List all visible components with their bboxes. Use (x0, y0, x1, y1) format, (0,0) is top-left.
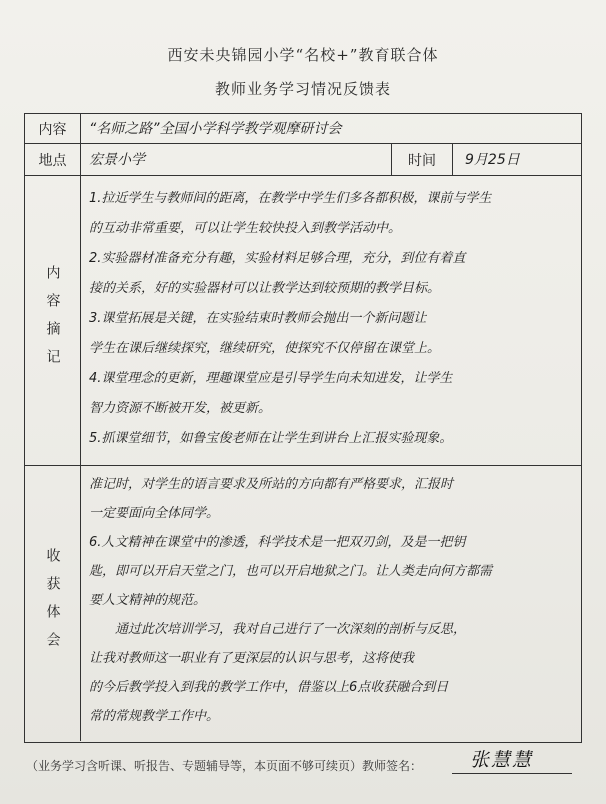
notes-line: 2.实验器材准备充分有趣，实验材料足够合理，充分，到位有着直 (89, 251, 466, 266)
signature-line (452, 773, 572, 774)
notes-label-cell (25, 176, 81, 465)
gains-line: 要人文精神的规范。 (89, 593, 207, 608)
gains-row (25, 466, 581, 741)
content-value: “名师之路”全国小学科学教学观摩研讨会 (89, 121, 342, 137)
content-row (25, 114, 581, 144)
gains-line: 通过此次培训学习，我对自己进行了一次深刻的剖析与反思， (89, 622, 467, 637)
notes-label: 内容摘记 (44, 264, 61, 377)
gains-line: 一定要面向全体同学。 (89, 506, 220, 521)
notes-line: 的互动非常重要，可以让学生较快投入到教学活动中。 (89, 221, 402, 236)
gains-label: 收获体会 (44, 547, 61, 660)
notes-line: 5.抓课堂细节，如鲁宝俊老师在让学生到讲台上汇报实验现象。 (89, 431, 453, 446)
form-title: 教师业务学习情况反馈表 (214, 80, 391, 98)
notes-line: 1.拉近学生与教师间的距离，在教学中学生们多各都积极，课前与学生 (89, 191, 492, 206)
content-label: 内容 (25, 114, 81, 143)
gains-line: 的今后教学投入到我的教学工作中，借鉴以上6点收获融合到日 (89, 680, 449, 695)
place-row (25, 144, 581, 176)
gains-line: 常的常规教学工作中。 (89, 709, 220, 724)
gains-line: 匙，即可以开启天堂之门，也可以开启地狱之门。让人类走向何方都需 (89, 564, 493, 579)
notes-line: 4.课堂理念的更新，理趣课堂应是引导学生向未知进发，让学生 (89, 371, 453, 386)
notes-line: 智力资源不断被开发，被更新。 (89, 401, 272, 416)
gains-text (89, 470, 575, 731)
place-value: 宏景小学 (89, 152, 145, 168)
place-label: 地点 (25, 144, 81, 175)
org-title: 西安未央锦园小学“名校+”教育联合体 (167, 46, 439, 64)
gains-line: 让我对教师这一职业有了更深层的认识与思考，这将使我 (89, 651, 415, 666)
notes-line: 3.课堂拓展是关键，在实验结束时教师会抛出一个新问题让 (89, 311, 427, 326)
gains-line: 6.人文精神在课堂中的渗透，科学技术是一把双刃剑，及是一把钥 (89, 535, 466, 550)
notes-row (25, 176, 581, 466)
footer-note: （业务学习含听课、听报告、专题辅导等，本页面不够可续页）教师签名： (26, 759, 423, 773)
notes-line: 接的关系，好的实验器材可以让教学达到较预期的教学目标。 (89, 281, 441, 296)
time-value: 9月25日 (465, 152, 520, 168)
notes-text (89, 184, 575, 454)
teacher-signature: 张慧慧 (470, 749, 534, 771)
gains-label-cell (25, 466, 81, 741)
notes-line: 学生在课后继续探究，继续研究，使探究不仅停留在课堂上。 (89, 341, 441, 356)
gains-line: 准记时，对学生的语言要求及所站的方向都有严格要求，汇报时 (89, 477, 454, 492)
time-label: 时间 (391, 144, 453, 175)
feedback-form-table (24, 113, 582, 743)
